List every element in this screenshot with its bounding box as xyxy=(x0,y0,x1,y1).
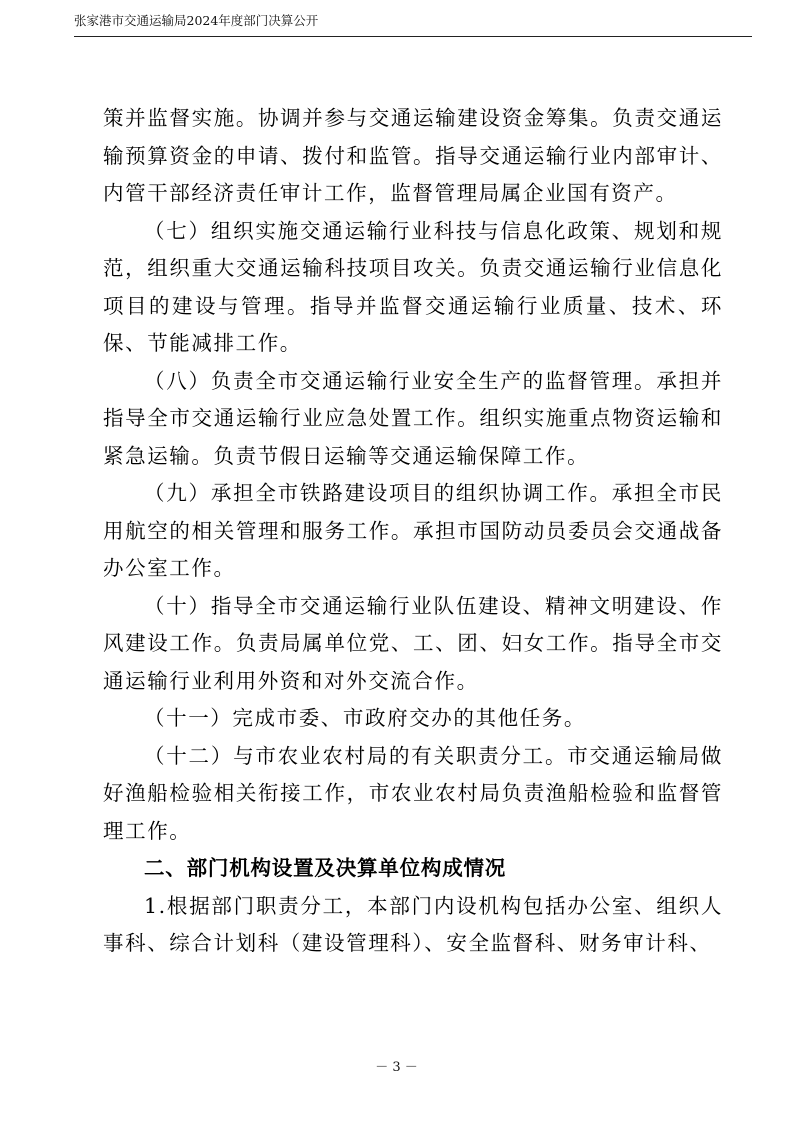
document-header: 张家港市交通运输局2024年度部门决算公开 xyxy=(74,13,319,28)
paragraph-item-7: （七）组织实施交通运输行业科技与信息化政策、规划和规范，组织重大交通运输科技项目攻关。负责交通运输行业信息化项目的建设与管理。指导并监督交通运输行业质量、技术、环保、节能减排工作。 xyxy=(103,218,723,355)
section-heading: 二、部门机构设置及决算单位构成情况 xyxy=(144,856,507,880)
paragraph-item-12: （十二）与市农业农村局的有关职责分工。市交通运输局做好渔船检验相关衔接工作，市农业农村局负责渔船检验和监督管理工作。 xyxy=(103,743,723,843)
paragraph-section-2-item-1: 1.根据部门职责分工，本部门内设机构包括办公室、组织人事科、综合计划科（建设管理科）、安全监督科、财务审计科、 xyxy=(103,893,723,955)
document-body xyxy=(103,100,723,963)
paragraph-continuation: 策并监督实施。协调并参与交通运输建设资金筹集。负责交通运输预算资金的申请、拨付和监管。指导交通运输行业内部审计、内管干部经济责任审计工作，监督管理局属企业国有资产。 xyxy=(103,106,723,205)
paragraph-item-10: （十）指导全市交通运输行业队伍建设、精神文明建设、作风建设工作。负责局属单位党、工、团、妇女工作。指导全市交通运输行业利用外资和对外交流合作。 xyxy=(103,593,723,693)
paragraph-item-8: （八）负责全市交通运输行业安全生产的监督管理。承担并指导全市交通运输行业应急处置工作。组织实施重点物资运输和紧急运输。负责节假日运输等交通运输保障工作。 xyxy=(103,368,723,468)
paragraph-item-11: （十一）完成市委、市政府交办的其他任务。 xyxy=(144,706,586,730)
header-divider xyxy=(74,36,752,37)
page-number: － 3 － xyxy=(375,1060,418,1075)
paragraph-item-9: （九）承担全市铁路建设项目的组织协调工作。承担全市民用航空的相关管理和服务工作。承担市国防动员委员会交通战备办公室工作。 xyxy=(103,481,723,580)
